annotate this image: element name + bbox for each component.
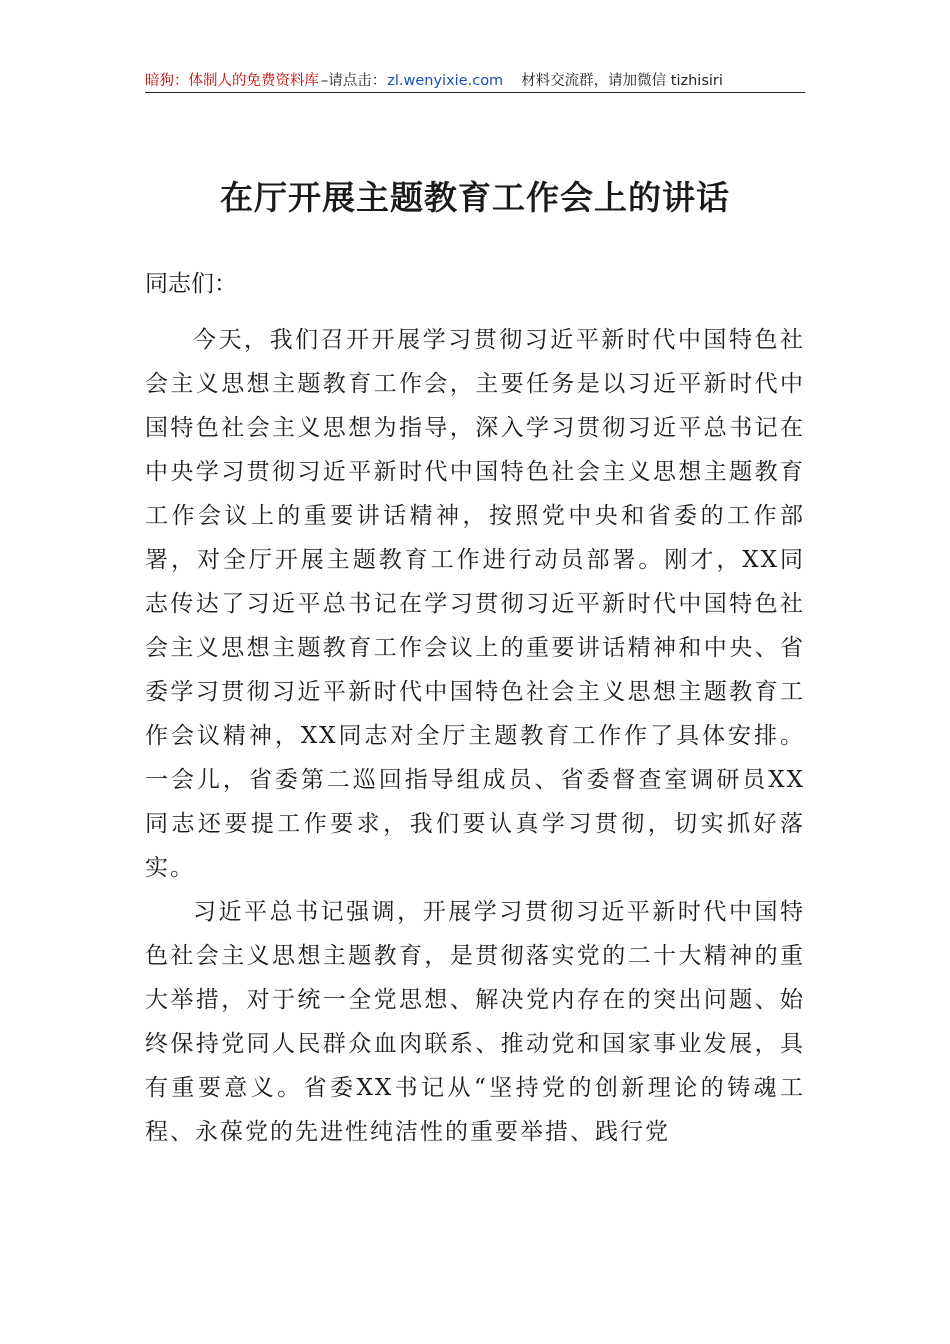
page-header — [145, 70, 805, 93]
salutation: 同志们： — [145, 271, 237, 297]
paragraph: 今天，我们召开开展学习贯彻习近平新时代中国特色社会主义思想主题教育工作会，主要任务是以习近平新时代中国特色社会主义思想为指导，深入学习贯彻习近平总书记在中央学习贯彻习近平新时代中国特色社会主义思想主题教育工作会议上的重要讲话精神，按照党中央和省委的工作部署，对全厅开展主题教育工作进行动员部署。刚才，XX同志传达了习近平总书记在学习贯彻习近平新时代中国特色社会主义思想主题教育工作会议上的重要讲话精神和中央、省委学习贯彻习近平新时代中国特色社会主义思想主题教育工作会议精神，XX同志对全厅主题教育工作作了具体安排。一会儿，省委第二巡回指导组成员、省委督查室调研员XX同志还要提工作要求，我们要认真学习贯彻，切实抓好落实。 — [145, 327, 805, 881]
header-click-label: –请点击： — [321, 73, 387, 89]
document-body — [145, 318, 805, 1154]
header-link[interactable]: zl.wenyixie.com — [387, 73, 504, 89]
paragraph: 习近平总书记强调，开展学习贯彻习近平新时代中国特色社会主义思想主题教育，是贯彻落实党的二十大精神的重大举措，对于统一全党思想、解决党内存在的突出问题、始终保持党同人民群众血肉联系、推动党和国家事业发展，具有重要意义。省委XX书记从“坚持党的创新理论的铸魂工程、永葆党的先进性纯洁性的重要举措、践行党 — [145, 899, 805, 1145]
header-brand: 暗狗：体制人的免费资料库 — [145, 73, 319, 89]
document-title: 在厅开展主题教育工作会上的讲话 — [220, 178, 730, 217]
header-group-note: 材料交流群，请加微信 tizhisiri — [521, 73, 723, 89]
